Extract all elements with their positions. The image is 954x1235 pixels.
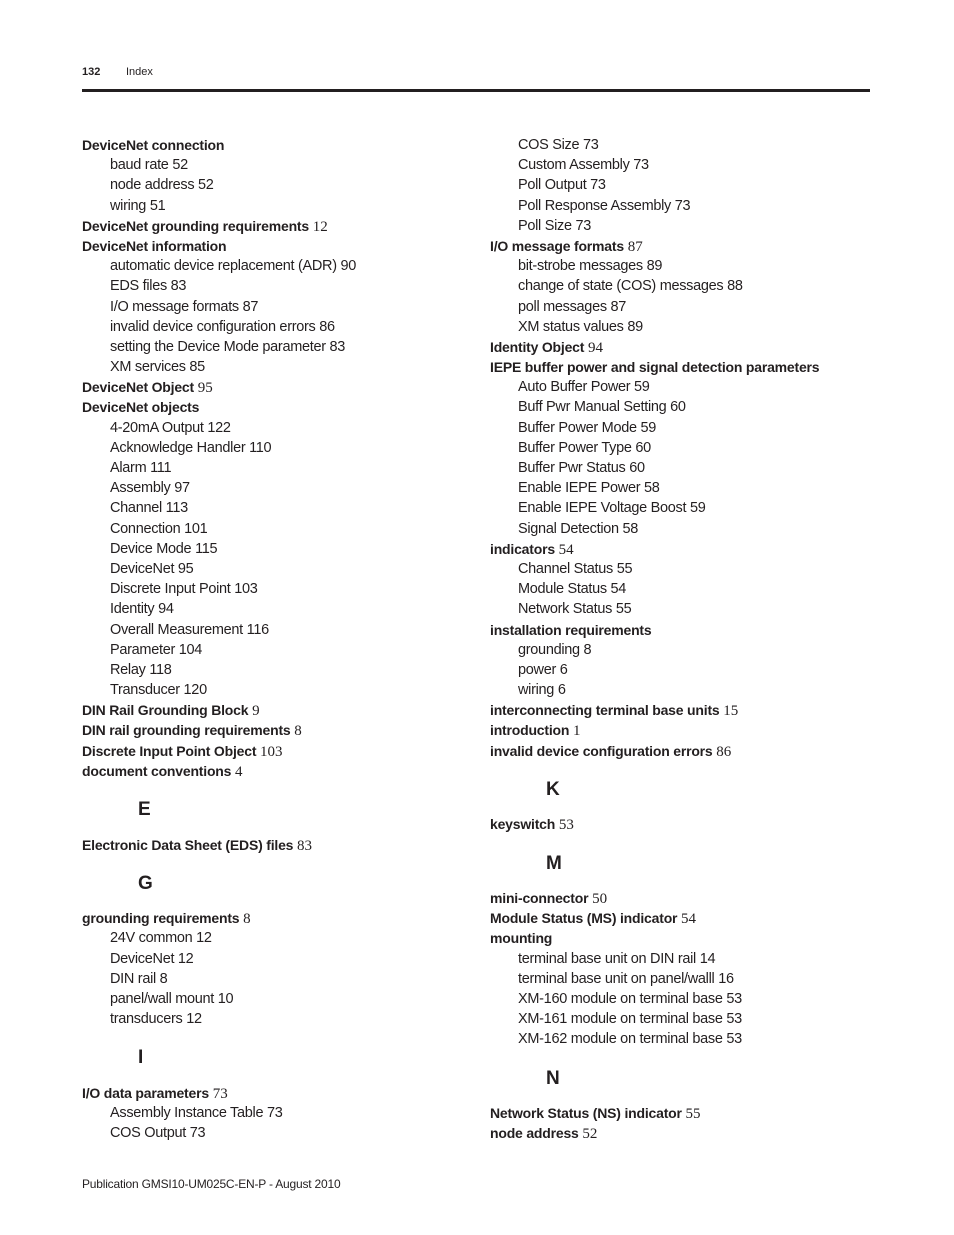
page-reference: 50 [592,891,608,907]
page-reference: 90 [340,258,356,275]
index-subterm: COS Size [518,137,580,153]
page-reference: 95 [197,380,213,397]
index-subterm: DIN rail [110,970,156,987]
page-reference: 97 [174,480,190,497]
page-reference: 8 [159,970,168,987]
page-reference: 73 [674,197,691,214]
index-subterm: XM-162 module on terminal base [518,1031,723,1048]
page-reference: 4 [235,763,243,780]
index-subterm: XM-160 module on terminal base [518,990,723,1007]
page-reference: 88 [727,278,743,295]
index-subterm: wiring [518,682,555,699]
index-entry [490,1123,890,1143]
index-subterm: poll messages [518,298,607,315]
page-reference: 59 [640,419,657,436]
index-subterm: transducers [110,1011,183,1028]
page-reference: 83 [170,278,187,295]
page-reference: 110 [249,439,272,456]
index-subterm: Poll Response Assembly [518,197,671,214]
index-entry [82,377,482,397]
index-subentry [82,458,482,478]
index-subentry [490,418,890,438]
index-subentry [490,317,890,337]
index-subentry [490,680,890,700]
page-reference: 115 [195,540,218,557]
index-entry [490,357,890,377]
index-subterm: 24V common [110,930,193,947]
index-subterm: XM-161 module on terminal base [518,1011,723,1028]
index-subentry [82,640,482,660]
page-reference: 52 [582,1126,598,1143]
index-subentry [82,579,482,599]
index-subterm: Transducer [110,682,180,699]
page-reference: 73 [212,1085,228,1102]
index-subterm: Auto Buffer Power [518,379,631,396]
index-subterm: Custom Assembly [518,157,630,174]
page-reference: 53 [726,1011,742,1028]
page-reference: 120 [183,682,207,699]
page-reference: 14 [699,950,716,967]
index-subentry [82,155,482,175]
page-reference: 53 [726,990,742,1007]
index-subentry [82,196,482,216]
index-subterm: Acknowledge Handler [110,439,246,456]
page-reference: 103 [234,581,258,598]
index-subentry [82,256,482,276]
index-subentry [490,1009,890,1029]
index-subterm: Overall Measurement [110,621,243,638]
index-term: I/O message formats [490,237,624,254]
page-reference: 101 [184,520,208,537]
index-subentry [490,989,890,1009]
index-subentry [82,337,482,357]
index-term: Module Status (MS) indicator [490,910,678,927]
index-subentry [490,377,890,397]
index-subentry [490,969,890,989]
index-entry [490,888,890,908]
page-reference: 104 [178,641,203,658]
page-reference: 55 [615,601,632,618]
page-reference: 94 [158,601,174,618]
index-letter-heading: E [138,799,151,820]
page-reference: 55 [685,1106,701,1122]
index-subterm: 4-20mA Output [110,419,204,436]
page-reference: 12 [196,930,212,947]
index-term: introduction [490,722,570,739]
index-subentry [82,498,482,518]
index-term: DeviceNet information [82,237,227,254]
index-subterm: Buff Pwr Manual Setting [518,399,667,416]
page-reference: 6 [557,682,566,699]
page-number: 132 [82,66,101,78]
index-term: interconnecting terminal base units [490,702,720,719]
index-subterm: Enable IEPE Power [518,480,641,497]
index-subterm: Module Status [518,581,607,598]
index-term: Electronic Data Sheet (EDS) files [82,836,294,853]
index-subentry [82,539,482,559]
index-subentry [490,196,890,216]
page-reference: 12 [186,1011,202,1028]
index-entry [490,741,890,761]
page-reference: 113 [165,500,188,517]
index-entry [82,908,482,928]
index-subterm: Connection [110,520,181,537]
page-reference: 87 [627,238,643,255]
index-subterm: change of state (COS) messages [518,278,724,295]
index-term: Identity Object [490,338,585,355]
page-reference: 73 [189,1125,206,1142]
page-reference: 54 [558,541,574,558]
index-entry [82,1083,482,1103]
index-subentry [82,357,482,377]
index-subentry [82,559,482,579]
index-subterm: Buffer Pwr Status [518,460,626,476]
index-subterm: Assembly Instance Table [110,1105,264,1121]
index-subterm: Alarm [110,460,147,476]
index-entry [490,700,890,720]
index-subterm: XM status values [518,318,624,335]
page-reference: 60 [629,460,645,476]
index-subterm: setting the Device Mode parameter [110,338,326,355]
index-entry [490,1103,890,1123]
index-subentry [82,989,482,1009]
index-subterm: Discrete Input Point [110,581,231,598]
index-subterm: EDS files [110,278,167,295]
index-entry [490,814,890,834]
index-subentry [490,559,890,579]
index-subterm: invalid device configuration errors [110,318,316,335]
index-subentry [82,969,482,989]
index-subentry [490,640,890,660]
index-entry [82,135,482,155]
index-letter-heading: N [546,1067,560,1089]
page-reference: 89 [627,318,643,335]
page-reference: 111 [150,460,172,476]
index-subterm: XM services [110,359,186,376]
index-entry [82,720,482,740]
index-subentry [490,949,890,969]
page-reference: 73 [575,217,591,234]
index-column-left [82,135,482,1143]
page-reference: 94 [588,339,603,356]
page-reference: 6 [559,661,568,678]
index-subentry [82,1103,482,1123]
page-reference: 83 [297,837,312,854]
page-reference: 86 [319,318,335,335]
page-reference: 73 [266,1105,283,1121]
page-reference: 89 [646,258,663,275]
page-reference: 51 [149,197,166,214]
index-subentry [82,1123,482,1143]
page-reference: 60 [670,399,686,416]
page-reference: 53 [558,817,574,834]
page-reference: 86 [716,743,732,760]
page-reference: 118 [149,661,172,678]
index-term: DeviceNet connection [82,137,225,153]
index-subterm: Identity [110,601,155,618]
page-reference: 53 [726,1031,742,1048]
index-entry [82,741,482,761]
page-reference: 73 [590,177,606,194]
index-subentry [82,599,482,619]
index-subterm: DeviceNet [110,560,175,577]
page-reference: 73 [583,137,599,153]
page-reference: 9 [252,703,260,720]
index-term: mini-connector [490,890,589,906]
page-reference: 12 [312,218,328,235]
index-term: Discrete Input Point Object [82,742,257,759]
index-subentry [82,175,482,195]
page-reference: 12 [177,950,194,967]
index-subterm: Channel Status [518,560,613,577]
page-reference: 15 [723,703,739,720]
page-reference: 52 [172,157,188,174]
page-reference: 59 [689,500,706,517]
index-term: DeviceNet Object [82,379,194,396]
index-subterm: Poll Output [518,177,587,194]
index-subterm: wiring [110,197,147,214]
index-subentry [82,297,482,317]
index-subterm: Signal Detection [518,520,619,537]
index-subentry [490,135,890,155]
index-subentry [82,928,482,948]
publication-footer: Publication GMSI10-UM025C-EN-P - August 2010 [82,1177,341,1191]
page-reference: 87 [610,298,627,315]
index-term: node address [490,1125,579,1142]
page-reference: 8 [243,911,251,928]
index-subentry [490,155,890,175]
index-subterm: Channel [110,500,162,517]
index-entry [490,620,890,640]
index-subentry [82,317,482,337]
index-term: keyswitch [490,816,556,833]
index-subentry [490,438,890,458]
page-reference: 58 [643,480,660,497]
index-subentry [82,949,482,969]
index-subterm: Parameter [110,641,175,658]
index-subterm: I/O message formats [110,298,239,315]
index-letter-heading: G [138,872,153,894]
index-column-right [490,135,890,1143]
index-entry [82,236,482,256]
index-subentry [82,519,482,539]
page-reference: 95 [177,560,194,577]
index-subterm: Relay [110,661,146,678]
index-term: grounding requirements [82,910,240,927]
index-entry [490,337,890,357]
page-reference: 85 [189,359,205,376]
index-entry [490,236,890,256]
index-subterm: bit-strobe messages [518,258,643,275]
page-reference: 103 [260,743,283,760]
index-term: invalid device configuration errors [490,742,713,759]
index-subentry [490,599,890,619]
index-term: IEPE buffer power and signal detection parameters [490,359,820,376]
index-subterm: DeviceNet [110,950,175,967]
index-subentry [82,660,482,680]
page-reference: 10 [217,990,234,1007]
index-entry [490,908,890,928]
index-subentry [490,458,890,478]
page-reference: 16 [718,970,734,987]
index-entry [490,928,890,948]
index-subterm: Enable IEPE Voltage Boost [518,500,687,517]
index-subterm: Buffer Power Type [518,439,632,456]
index-subentry [82,418,482,438]
page-reference: 8 [583,641,592,658]
header-rule [82,89,870,92]
page-reference: 54 [681,911,697,928]
index-letter-heading: K [546,778,560,800]
index-subterm: terminal base unit on panel/walll [518,970,715,987]
index-subterm: baud rate [110,157,169,174]
page-reference: 54 [610,581,627,598]
index-subterm: panel/wall mount [110,990,215,1007]
index-term: indicators [490,540,555,557]
index-letter-heading: I [138,1047,144,1069]
index-subterm: Buffer Power Mode [518,419,637,436]
page-reference: 8 [294,723,302,740]
index-entry [82,700,482,720]
index-subterm: automatic device replacement (ADR) [110,258,337,275]
index-term: DIN rail grounding requirements [82,722,291,739]
index-term: DeviceNet objects [82,399,200,416]
index-term: document conventions [82,762,232,779]
page-reference: 122 [207,419,231,436]
index-term: DeviceNet grounding requirements [82,217,309,234]
index-subentry [82,1009,482,1029]
page-reference: 59 [634,379,650,396]
page-reference: 58 [622,520,639,537]
page-reference: 87 [242,298,259,315]
index-subentry [490,297,890,317]
index-subentry [82,276,482,296]
page-reference: 60 [635,439,651,456]
index-entry [490,539,890,559]
index-term: Network Status (NS) indicator [490,1105,682,1121]
index-subentry [490,175,890,195]
index-subentry [490,256,890,276]
index-subterm: Assembly [110,480,171,497]
page-reference: 83 [329,338,346,355]
index-term: I/O data parameters [82,1084,209,1101]
index-subentry [82,438,482,458]
index-entry [82,397,482,417]
index-subentry [490,478,890,498]
page-reference: 116 [246,621,269,638]
index-term: DIN Rail Grounding Block [82,702,249,719]
index-subentry [490,1029,890,1049]
index-subentry [490,276,890,296]
index-entry [82,761,482,781]
index-entry [82,216,482,236]
page-reference: 52 [198,177,214,194]
index-subterm: grounding [518,641,580,658]
page-reference: 73 [633,157,649,174]
section-title: Index [126,66,153,78]
index-entry [82,835,482,855]
page-reference: 55 [616,560,633,577]
index-subentry [490,519,890,539]
index-term: mounting [490,930,553,947]
index-term: installation requirements [490,621,652,638]
index-subentry [490,397,890,417]
page-reference: 1 [573,723,581,740]
index-subterm: Poll Size [518,217,572,234]
index-subentry [490,579,890,599]
index-subentry [82,680,482,700]
index-subterm: Network Status [518,601,613,618]
index-subterm: node address [110,177,195,194]
index-subentry [490,660,890,680]
index-subentry [490,216,890,236]
index-subentry [490,498,890,518]
index-entry [490,720,890,740]
index-subterm: COS Output [110,1125,186,1142]
index-subterm: terminal base unit on DIN rail [518,950,696,967]
index-subentry [82,620,482,640]
index-subterm: Device Mode [110,540,192,557]
index-subentry [82,478,482,498]
index-subterm: power [518,661,556,678]
index-letter-heading: M [546,852,562,874]
